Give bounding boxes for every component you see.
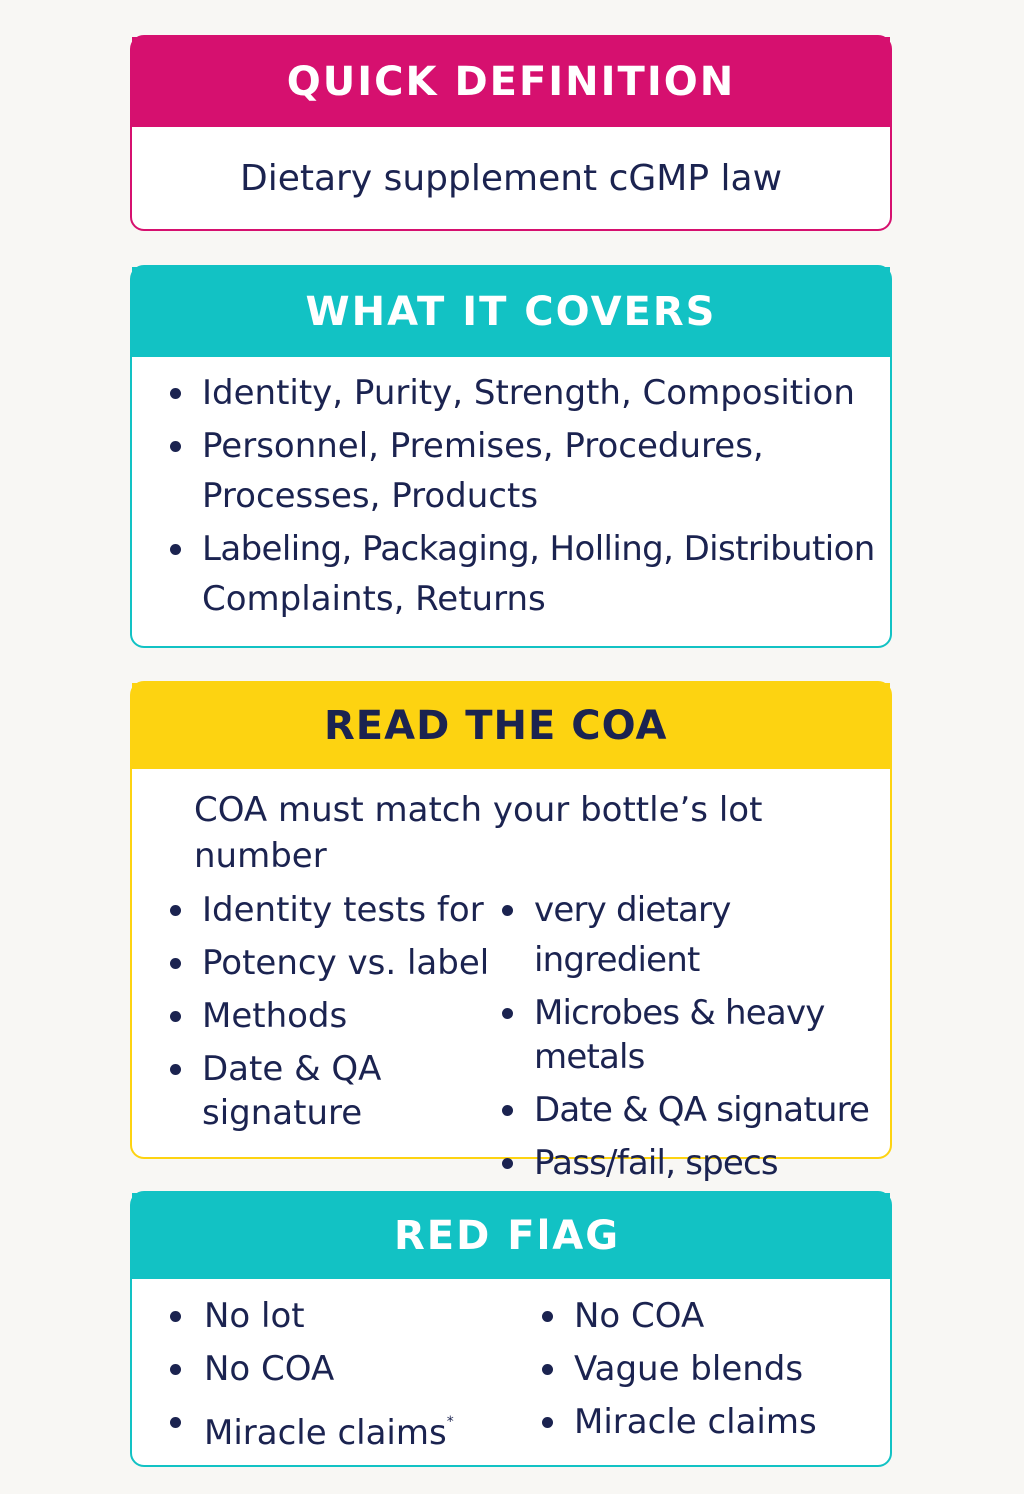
what-it-covers-title: WHAT IT COVERS <box>305 289 717 335</box>
footnote-mark: * <box>446 1414 454 1430</box>
quick-definition-body <box>132 127 890 229</box>
red-flag-header <box>132 1193 890 1279</box>
quick-definition-card <box>130 35 892 231</box>
read-the-coa-header <box>132 683 890 769</box>
read-the-coa-title: READ THE COA <box>324 703 668 749</box>
what-it-covers-body <box>132 357 890 624</box>
coa-item: very dietary ingredient <box>464 885 894 985</box>
red-flag-item: Miracle claims <box>504 1397 894 1447</box>
coa-intro: COA must match your bottle’s lot number <box>194 790 763 876</box>
coa-item: Methods <box>132 991 502 1041</box>
coa-item: Potency vs. label <box>132 938 502 988</box>
coa-right-list <box>464 885 894 1188</box>
what-it-covers-header <box>132 267 890 357</box>
read-the-coa-body <box>132 769 890 1183</box>
quick-definition-title: QUICK DEFINITION <box>286 59 736 105</box>
read-the-coa-card <box>130 681 892 1183</box>
red-flag-item: No lot <box>132 1291 512 1341</box>
red-flag-title: RED FlAG <box>394 1213 621 1259</box>
quick-definition-header <box>132 37 890 127</box>
coverage-item: Identity, Purity, Strength, Composition <box>132 368 890 418</box>
red-flag-item: No COA <box>132 1344 512 1394</box>
coverage-item: Personnel, Premises, Procedures, Processes, Products <box>132 421 890 521</box>
red-flag-left-list <box>132 1291 512 1458</box>
coa-item: Date & QA signature <box>464 1085 894 1135</box>
red-flag-card <box>130 1191 892 1467</box>
red-flag-item: Miracle claims* <box>132 1397 512 1458</box>
coa-item: Microbes & heavy metals <box>464 988 894 1079</box>
coa-left-list <box>132 885 502 1135</box>
red-flag-body <box>132 1279 890 1469</box>
red-flag-item: No COA <box>504 1291 894 1341</box>
coa-item: Identity tests for <box>132 885 502 935</box>
coa-item: Date & QA signature <box>132 1044 502 1135</box>
coverage-item: Labeling, Packaging, Holling, Distribution Complaints, Returns <box>132 524 890 624</box>
red-flag-item: Vague blends <box>504 1344 894 1394</box>
coverage-list <box>132 368 890 624</box>
quick-definition-text: Dietary supplement cGMP law <box>239 157 783 199</box>
what-it-covers-card <box>130 265 892 648</box>
red-flag-right-list <box>504 1291 894 1447</box>
coa-item: Pass/fail, specs <box>464 1138 894 1188</box>
